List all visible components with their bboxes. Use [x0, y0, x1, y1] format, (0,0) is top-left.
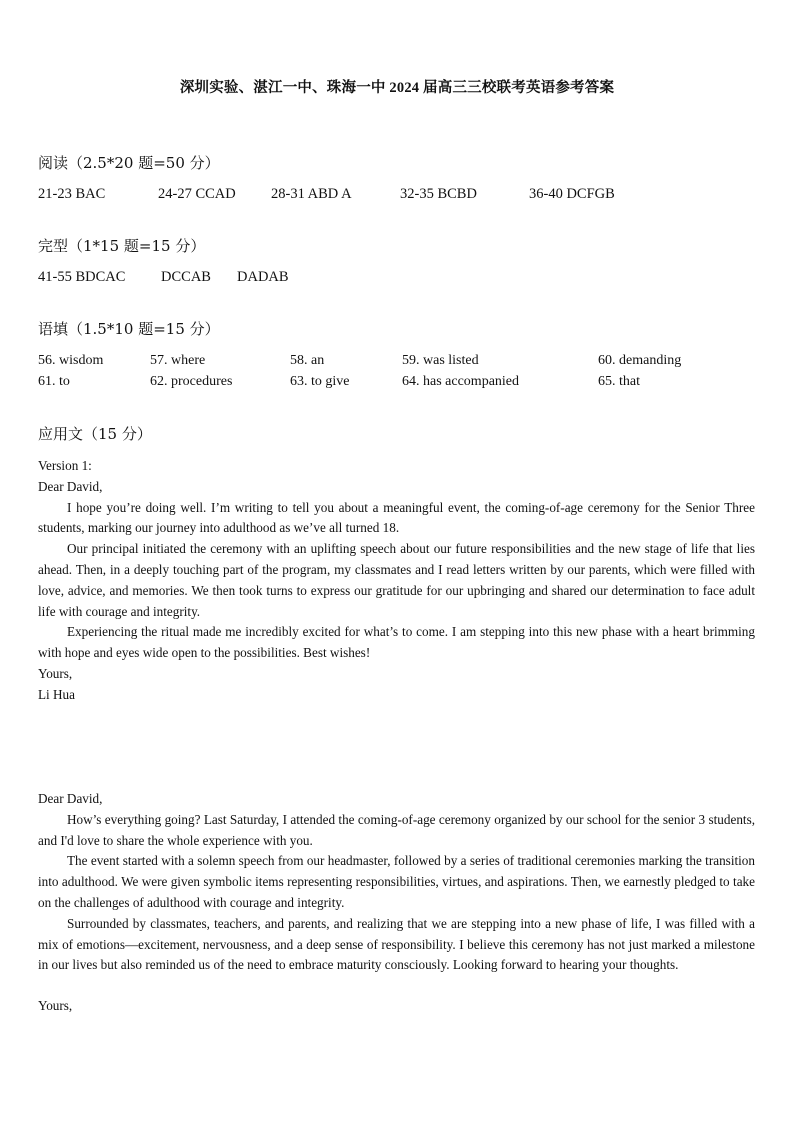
reading-answer-group: 21-23 BAC [38, 186, 106, 202]
letter-signature: Li Hua [38, 686, 75, 702]
version-label: Version 1: [38, 458, 92, 473]
letter-paragraph: Surrounded by classmates, teachers, and parents, and realizing that we are stepping into a new phase of life, I was filled with a mix of emotions—excitement, nervousness, and a deep sense of responsibility. I believe this ceremony has not just marked a milestone in our lives but also reminded us of the need to embrace maturity consciously. Looking forward to hearing your thoughts. [38, 915, 755, 973]
reading-answer-group: 24-27 CCAD [158, 186, 236, 202]
reading-answer-group: 28-31 ABD A [271, 186, 352, 202]
letter-greeting: Dear David, [38, 478, 103, 494]
grammar-answer: 56. wisdom [38, 353, 104, 368]
letter-greeting: Dear David, [38, 791, 103, 806]
grammar-answer: 58. an [290, 353, 325, 368]
letter-paragraph: Our principal initiated the ceremony with an uplifting speech about our future responsibilities and the new stage of life that lies ahead. Then, in a deeply touching part of the program, my classmates and I read letters written by our parents, which were filled with love, advice, and memories. We then took turns to express our gratitude for our upbringing and shared our determination to face adult life with courage and integrity. [38, 541, 755, 619]
cloze-heading: 完型（1*15 题=15 分） [38, 237, 206, 255]
grammar-answer: 65. that [598, 374, 640, 389]
reading-answer-group: 32-35 BCBD [400, 186, 477, 202]
grammar-heading: 语填（1.5*10 题=15 分） [38, 320, 220, 338]
grammar-answer: 64. has accompanied [402, 374, 520, 389]
grammar-answer: 61. to [38, 374, 70, 389]
letter-version-2 [38, 789, 755, 1017]
page-title: 深圳实验、湛江一中、珠海一中 2024 届高三三校联考英语参考答案 [179, 80, 615, 96]
letter-paragraph: I hope you’re doing well. I’m writing to tell you about a meaningful event, the coming-of-age ceremony for the Senior Three students, marking our journey into adulthood as we’ve all turned 18. [38, 499, 755, 536]
writing-heading: 应用文（15 分） [38, 425, 152, 443]
letter-closing: Yours, [38, 665, 73, 681]
grammar-answer: 57. where [150, 353, 206, 368]
letter-paragraph: The event started with a solemn speech from our headmaster, followed by a series of traditional ceremonies marking the transition into adulthood. We were given symbolic items representing responsibilities, virtues, and aspirations. Then, we earnestly pledged to take on the challenges of adulthood with courage and integrity. [38, 853, 755, 910]
letter-version-1 [38, 456, 755, 706]
grammar-answer: 60. demanding [598, 353, 682, 368]
reading-answer-group: 36-40 DCFGB [529, 186, 615, 202]
letter-paragraph: Experiencing the ritual made me incredibly excited for what’s to come. I am stepping into this new phase with a heart brimming with hope and eyes wide open to the possibilities. Best wishes! [38, 624, 755, 661]
cloze-answer-group: DADAB [237, 269, 289, 285]
letter-closing: Yours, [38, 998, 73, 1014]
cloze-answer-group: 41-55 BDCAC [38, 269, 126, 285]
letter-paragraph: How’s everything going? Last Saturday, I attended the coming-of-age ceremony organized by our school for the senior 3 students, and I'd love to share the whole experience with you. [38, 811, 755, 848]
grammar-answer: 62. procedures [150, 374, 233, 389]
grammar-answer: 59. was listed [402, 353, 479, 368]
grammar-answer: 63. to give [290, 374, 350, 389]
reading-heading: 阅读（2.5*20 题=50 分） [38, 154, 220, 172]
cloze-answer-group: DCCAB [161, 269, 211, 285]
